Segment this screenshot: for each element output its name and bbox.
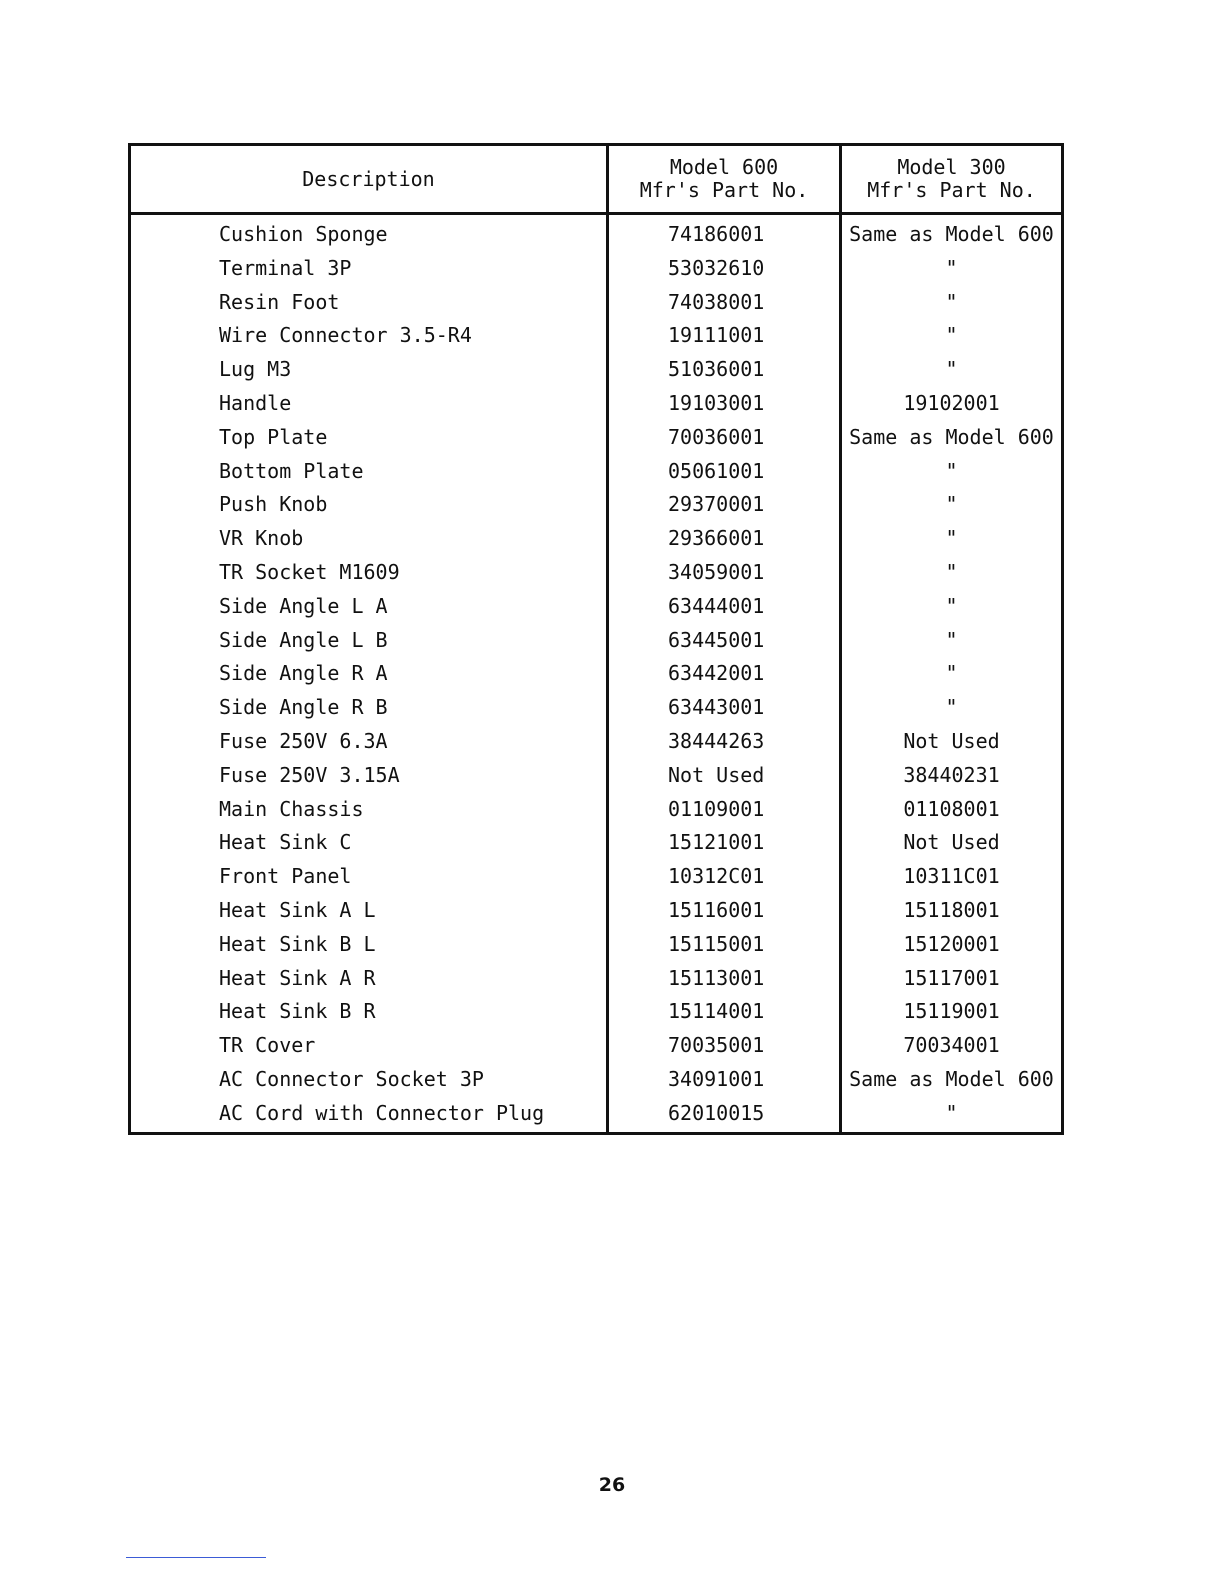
row-model-600-part-no: 63443001 [668, 695, 765, 720]
row-model-600-part-no: 53032610 [668, 255, 765, 280]
page-number: 26 [598, 1474, 626, 1496]
header-description [131, 146, 606, 212]
row-description: Push Knob [219, 492, 328, 517]
row-model-600-part-no: 29370001 [668, 492, 765, 517]
table-row [131, 522, 1061, 556]
row-model-600-part-no: 74038001 [668, 289, 765, 314]
row-description: Top Plate [219, 424, 328, 449]
row-model-300-part-no: 01108001 [903, 796, 1000, 821]
row-model-600-part-no: 15116001 [668, 897, 765, 922]
row-model-300-part-no: 19102001 [903, 390, 1000, 415]
row-model-600-part-no: 62010015 [668, 1100, 765, 1125]
row-description: Heat Sink B L [219, 931, 376, 956]
row-description: VR Knob [219, 526, 304, 551]
row-model-300-part-no: Not Used [903, 830, 1000, 855]
table-row [131, 1097, 1061, 1131]
row-model-300-part-no: " [945, 593, 958, 618]
table-row [131, 995, 1061, 1029]
row-model-600-part-no: 38444263 [668, 728, 765, 753]
header-model-600 [609, 146, 839, 212]
table-row [131, 286, 1061, 320]
row-description: Cushion Sponge [219, 222, 388, 246]
row-model-600-part-no: 34059001 [668, 559, 765, 584]
table-row [131, 894, 1061, 928]
row-description: TR Cover [219, 1033, 316, 1058]
row-model-600-part-no: 51036001 [668, 357, 765, 382]
row-description: Heat Sink B R [219, 999, 376, 1024]
table-row [131, 691, 1061, 725]
header-model-300 [842, 146, 1061, 212]
header-model-600-line2: Mfr's Part No. [639, 178, 809, 202]
table-row [131, 657, 1061, 691]
row-model-300-part-no: " [945, 526, 958, 551]
table-row [131, 1063, 1061, 1097]
row-description: Side Angle R A [219, 661, 388, 686]
table-row [131, 928, 1061, 962]
row-model-600-part-no: 34091001 [668, 1066, 765, 1091]
row-model-300-part-no: " [945, 289, 958, 314]
row-model-600-part-no: 19103001 [668, 390, 765, 415]
row-model-600-part-no: Not Used [668, 762, 765, 787]
row-description: Lug M3 [219, 357, 292, 382]
header-model-300-line1: Model 300 [897, 155, 1006, 179]
row-model-600-part-no: 19111001 [668, 323, 765, 348]
row-description: Bottom Plate [219, 458, 364, 483]
table-body [131, 218, 1061, 1131]
row-model-300-part-no: " [945, 559, 958, 584]
row-model-300-part-no: " [945, 255, 958, 280]
table-row [131, 252, 1061, 286]
row-model-300-part-no: Not Used [903, 728, 1000, 753]
row-description: Side Angle R B [219, 695, 388, 720]
table-row [131, 556, 1061, 590]
row-model-600-part-no: 70036001 [668, 424, 765, 449]
row-description: Handle [219, 390, 292, 415]
row-description: Terminal 3P [219, 255, 352, 280]
table-row [131, 488, 1061, 522]
row-model-300-part-no: Same as Model 600 [849, 1066, 1054, 1091]
table-row [131, 725, 1061, 759]
row-model-600-part-no: 63444001 [668, 593, 765, 618]
row-model-300-part-no: " [945, 357, 958, 382]
table-row [131, 826, 1061, 860]
table-row [131, 455, 1061, 489]
table-row [131, 353, 1061, 387]
row-model-300-part-no: 38440231 [903, 762, 1000, 787]
row-model-600-part-no: 29366001 [668, 526, 765, 551]
table-row [131, 421, 1061, 455]
table-row [131, 860, 1061, 894]
row-description: Heat Sink A L [219, 897, 376, 922]
row-model-600-part-no: 74186001 [668, 222, 765, 246]
table-row [131, 590, 1061, 624]
row-model-300-part-no: Same as Model 600 [849, 222, 1054, 246]
row-model-300-part-no: " [945, 661, 958, 686]
row-model-300-part-no: 15117001 [903, 965, 1000, 990]
header-model-300-line2: Mfr's Part No. [867, 178, 1036, 202]
row-description: Heat Sink C [219, 830, 352, 855]
row-model-300-part-no: " [945, 492, 958, 517]
row-description: AC Connector Socket 3P [219, 1066, 484, 1091]
footer-rule [126, 1557, 266, 1558]
table-row [131, 319, 1061, 353]
table-row [131, 1029, 1061, 1063]
parts-table [128, 143, 1064, 1135]
row-description: Heat Sink A R [219, 965, 376, 990]
row-model-300-part-no: " [945, 1100, 958, 1125]
row-description: Fuse 250V 3.15A [219, 762, 400, 787]
row-model-300-part-no: 15119001 [903, 999, 1000, 1024]
row-model-600-part-no: 15113001 [668, 965, 765, 990]
table-row [131, 624, 1061, 658]
row-description: TR Socket M1609 [219, 559, 400, 584]
row-model-600-part-no: 15121001 [668, 830, 765, 855]
row-model-600-part-no: 01109001 [668, 796, 765, 821]
row-model-300-part-no: " [945, 627, 958, 652]
header-divider [131, 212, 1061, 215]
row-model-300-part-no: 15120001 [903, 931, 1000, 956]
row-model-600-part-no: 63445001 [668, 627, 765, 652]
header-description-label: Description [302, 166, 435, 191]
row-description: Front Panel [219, 864, 352, 889]
row-model-600-part-no: 05061001 [668, 458, 765, 483]
table-row [131, 387, 1061, 421]
row-model-300-part-no: 70034001 [903, 1033, 1000, 1058]
header-model-600-line1: Model 600 [669, 155, 779, 179]
row-model-600-part-no: 63442001 [668, 661, 765, 686]
table-row [131, 218, 1061, 252]
row-model-300-part-no: " [945, 695, 958, 720]
row-model-300-part-no: Same as Model 600 [849, 424, 1054, 449]
table-row [131, 759, 1061, 793]
table-row [131, 793, 1061, 827]
row-description: Fuse 250V 6.3A [219, 728, 388, 753]
row-model-600-part-no: 70035001 [668, 1033, 765, 1058]
row-description: AC Cord with Connector Plug [219, 1100, 545, 1125]
row-model-300-part-no: 10311C01 [903, 864, 1000, 889]
row-model-300-part-no: " [945, 323, 958, 348]
row-description: Main Chassis [219, 796, 364, 821]
row-model-600-part-no: 10312C01 [668, 864, 765, 889]
row-description: Side Angle L B [219, 627, 388, 652]
row-model-600-part-no: 15114001 [668, 999, 765, 1024]
row-description: Resin Foot [219, 289, 340, 314]
row-model-300-part-no: " [945, 458, 958, 483]
row-model-600-part-no: 15115001 [668, 931, 765, 956]
row-description: Side Angle L A [219, 593, 388, 618]
row-description: Wire Connector 3.5-R4 [219, 323, 472, 348]
table-row [131, 962, 1061, 996]
row-model-300-part-no: 15118001 [903, 897, 1000, 922]
